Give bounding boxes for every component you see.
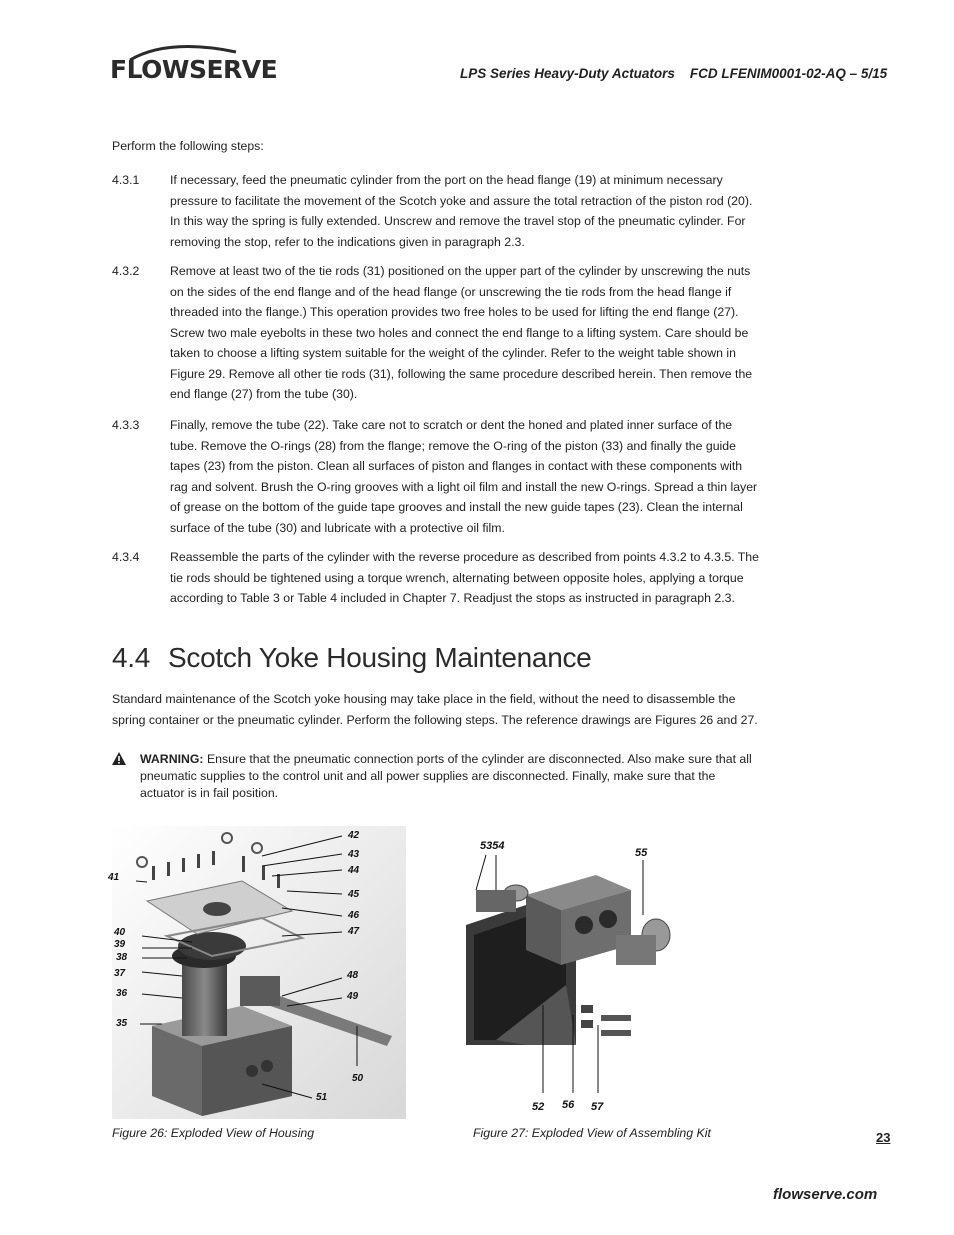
callout-38: 38 bbox=[116, 952, 128, 963]
figure-26-caption: Figure 26: Exploded View of Housing bbox=[112, 1126, 315, 1140]
step-4-3-1 bbox=[112, 170, 762, 252]
assembling-kit-drawing bbox=[466, 835, 706, 1120]
step-text: Reassemble the parts of the cylinder with the reverse procedure as described from points 4.3.2 to 4.3.5. The tie rods should be tightened using a torque wrench, alternating between opposite holes, applying a torque according to Table 3 or Table 4 included in Chapter 7. Readjust the stops as instructed in paragraph 2.3. bbox=[170, 550, 759, 605]
figure-27-caption: Figure 27: Exploded View of Assembling Kit bbox=[473, 1126, 711, 1140]
step-number: 4.3.2 bbox=[112, 264, 140, 278]
section-paragraph: Standard maintenance of the Scotch yoke housing may take place in the field, without the need to disassemble the spring container or the pneumatic cylinder. Perform the following steps. The reference drawings are Figures 26 and 27. bbox=[112, 692, 758, 727]
warning-text: Ensure that the pneumatic connection ports of the cylinder are disconnected. Also make sure that all pneumatic supplies to the control unit and all power supplies are disconnected. Finally, make sure that the actuator is in fail position. bbox=[140, 752, 752, 800]
section-title: Scotch Yoke Housing Maintenance bbox=[168, 642, 592, 673]
step-text: Remove at least two of the tie rods (31) positioned on the upper part of the cylinder by unscrewing the nuts on the sides of the end flange and of the head flange (or unscrewing the tie rods from the head flange if threaded into the flange.) This operation provides two free holes to be used for lifting the end flange (27). Screw two male eyebolts in these two holes and connect the end flange to a lifting system. Care should be taken to choose a lifting system suitable for the weight of the cylinder. Refer to the weight table shown in Figure 29. Remove all other tie rods (31), following the same procedure described herein. Then remove the end flange (27) from the tube (30). bbox=[170, 264, 753, 401]
warning-icon bbox=[112, 752, 126, 765]
callout-56: 56 bbox=[562, 1099, 575, 1111]
callout-45: 45 bbox=[348, 889, 360, 900]
callout-51: 51 bbox=[316, 1092, 328, 1103]
callout-48: 48 bbox=[347, 970, 359, 981]
step-4-3-2 bbox=[112, 261, 762, 405]
callout-46: 46 bbox=[348, 910, 360, 921]
step-4-3-3 bbox=[112, 415, 762, 538]
section-number: 4.4 bbox=[112, 642, 151, 673]
callout-44: 44 bbox=[348, 865, 360, 876]
callout-55: 55 bbox=[635, 847, 648, 859]
figure-27 bbox=[466, 835, 706, 1120]
step-text: Finally, remove the tube (22). Take care not to scratch or dent the honed and plated inner surface of the tube. Remove the O-rings (28) from the flange; remove the O-ring of the piston (33) and finally the guide tapes (23) from the piston. Clean all surfaces of piston and flanges in contact with these components with rag and solvent. Brush the O-ring grooves with a light oil film and install the new O-rings. Spread a thin layer of grease on the bottom of the guide tape grooves and install the new guide tapes (23). Clean the internal surface of the tube (30) and lubricate with a protective oil film. bbox=[170, 418, 758, 535]
step-number: 4.3.4 bbox=[112, 550, 140, 564]
callout-57: 57 bbox=[591, 1101, 604, 1113]
step-number: 4.3.1 bbox=[112, 173, 140, 187]
callout-50: 50 bbox=[352, 1073, 364, 1084]
callout-53-54: 5354 bbox=[480, 840, 505, 852]
callout-42: 42 bbox=[348, 830, 360, 841]
callout-41: 41 bbox=[108, 872, 120, 883]
callout-52: 52 bbox=[532, 1101, 545, 1113]
callout-43: 43 bbox=[348, 849, 360, 860]
footer-url[interactable]: flowserve.com bbox=[773, 1186, 878, 1203]
step-4-3-4 bbox=[112, 547, 762, 609]
warning-block bbox=[112, 751, 762, 801]
callout-36: 36 bbox=[116, 988, 128, 999]
callout-40: 40 bbox=[114, 927, 126, 938]
callout-37: 37 bbox=[114, 968, 126, 979]
step-text: If necessary, feed the pneumatic cylinder from the port on the head flange (19) at minimum necessary pressure to facilitate the movement of the Scotch yoke and assure the total retraction of the piston rod (20). In this way the spring is fully extended. Unscrew and remove the travel stop of the pneumatic cylinder. For removing the stop, refer to the indications given in paragraph 2.3. bbox=[170, 173, 753, 249]
flowserve-logo: FLOWSERVE bbox=[110, 55, 278, 84]
callout-49: 49 bbox=[347, 991, 359, 1002]
intro-text: Perform the following steps: bbox=[112, 139, 264, 153]
document-header: LPS Series Heavy-Duty Actuators FCD LFENIM0001-02-AQ – 5/15 bbox=[460, 66, 888, 81]
section-heading bbox=[112, 642, 591, 674]
callout-35: 35 bbox=[116, 1018, 128, 1029]
page-number: 23 bbox=[876, 1130, 891, 1145]
step-number: 4.3.3 bbox=[112, 418, 140, 432]
callout-39: 39 bbox=[114, 939, 126, 950]
figure-26 bbox=[108, 826, 406, 1119]
callout-47: 47 bbox=[348, 926, 360, 937]
warning-label: WARNING: bbox=[140, 752, 204, 766]
